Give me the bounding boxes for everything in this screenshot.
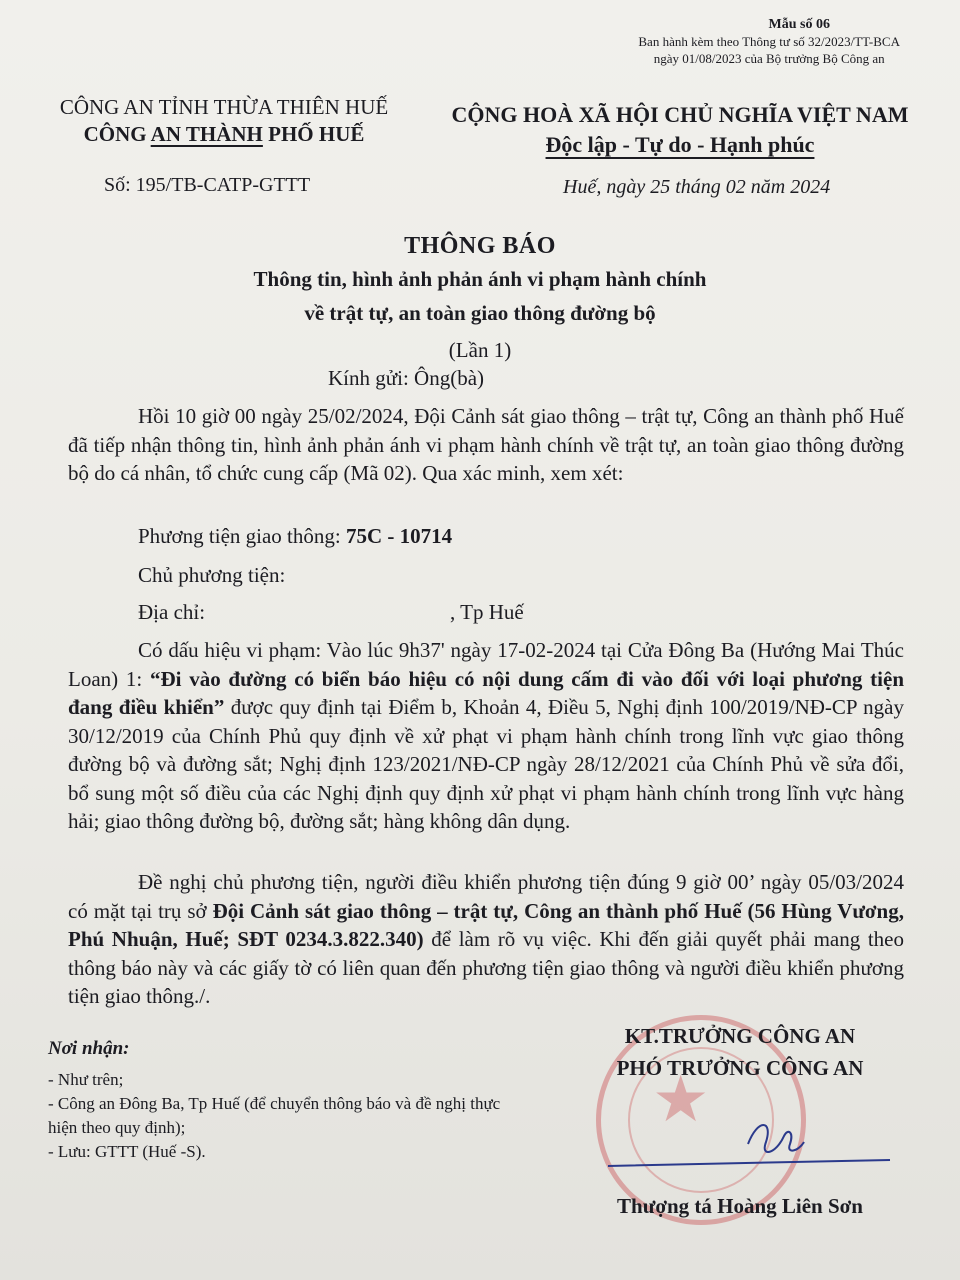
- recipient-item: - Lưu: GTTT (Huế -S).: [48, 1142, 206, 1161]
- intro-paragraph: Hồi 10 giờ 00 ngày 25/02/2024, Đội Cảnh sát giao thông – trật tự, Công an thành phố Huế đã tiếp nhận thông tin, hình ảnh phản ánh vi phạm hành chính về trật tự, an toàn giao thông đường bộ do cá nhân, tổ chức cung cấp (Mã 02). Qua xác minh, xem xét:: [68, 404, 904, 485]
- form-reference: [638, 16, 900, 67]
- recipient-item: - Công an Đông Ba, Tp Huế (để chuyển thông báo và đề nghị thực hiện theo quy định);: [48, 1094, 501, 1137]
- recipients-title: Nơi nhận:: [48, 1038, 130, 1059]
- vehicle-line: [138, 524, 452, 549]
- violation-quote: “Đi vào đường có biển báo hiệu có nội dung cấm đi vào đối với loại phương tiện đang điều khiển”: [68, 666, 904, 719]
- violation-lead: Có dấu hiệu vi phạm: Vào lúc 9h37' ngày 17-02-2024 tại Cửa Đông Ba (Hướng Mai Thúc Loan) 1:: [68, 638, 904, 691]
- signer-name: Thượng tá Hoàng Liên Sơn: [617, 1194, 863, 1218]
- nation-name: CỘNG HOÀ XÃ HỘI CHỦ NGHĨA VIỆT NAM: [451, 102, 909, 127]
- notice-attempt: (Lần 1): [448, 338, 512, 362]
- violation-rest: được quy định tại Điểm b, Khoản 4, Điều 5, Nghị định 100/2019/NĐ-CP ngày 30/12/2019 của Chính Phủ quy định về xử phạt vi phạm hành chính trong lĩnh vực giao thông đường bộ và đường sắt; Nghị định 123/2021/NĐ-CP ngày 28/12/2021 của Chính Phủ về sửa đổi, bổ sung một số điều của các Nghị định quy định xử phạt vi phạm hành chính trong lĩnh vực hàng hải; giao thông đường bộ, đường sắt; hàng không dân dụng.: [68, 695, 904, 833]
- agency-name: [44, 121, 404, 148]
- request-lead: Đề nghị chủ phương tiện, người điều khiển phương tiện đúng 9 giờ 00’ ngày 05/03/2024 có mặt tại trụ sở: [68, 870, 904, 923]
- violation-paragraph: [68, 636, 904, 836]
- recipient-item: - Như trên;: [48, 1070, 124, 1089]
- place-date: Huế, ngày 25 tháng 02 năm 2024: [563, 176, 831, 198]
- addressee: Kính gửi: Ông(bà): [328, 366, 485, 390]
- issuing-agency: [44, 94, 404, 148]
- agency-name-pre: CÔNG: [83, 122, 151, 146]
- agency-parent: CÔNG AN TỈNH THỪA THIÊN HUẾ: [59, 95, 389, 119]
- vehicle-plate: 75C - 10714: [345, 524, 453, 548]
- form-issued-with: Ban hành kèm theo Thông tư số 32/2023/TT-BCA: [638, 34, 900, 49]
- national-heading: [430, 100, 930, 160]
- motto-text: Độc lập - Tự do - Hạnh phúc: [545, 132, 815, 157]
- owner-label: Chủ phương tiện:: [138, 563, 286, 587]
- signature-block: [560, 1020, 920, 1084]
- request-bold: Đội Cảnh sát giao thông – trật tự, Công an thành phố Huế (56 Hùng Vương, Phú Nhuận, Huế; SĐT 0234.3.822.340): [68, 898, 904, 951]
- address-city: , Tp Huế: [450, 600, 524, 624]
- notice-title: THÔNG BÁO: [404, 233, 556, 259]
- nation-motto: [430, 130, 930, 160]
- form-issued-date: ngày 01/08/2023 của Bộ trưởng Bộ Công an: [653, 51, 885, 66]
- agency-name-underlined: AN THÀNH: [150, 122, 263, 146]
- notice-subtitle-line2: về trật tự, an toàn giao thông đường bộ: [304, 301, 656, 325]
- notice-title-block: [0, 230, 960, 367]
- seal-star-icon: ★: [652, 1064, 710, 1135]
- signature-title-line2: PHÓ TRƯỞNG CÔNG AN: [616, 1056, 864, 1080]
- agency-name-post: PHỐ HUẾ: [262, 122, 365, 146]
- owner-line: [138, 563, 285, 588]
- notice-subtitle-line1: Thông tin, hình ảnh phản ánh vi phạm hành chính: [253, 267, 707, 291]
- request-rest: để làm rõ vụ việc. Khi đến giải quyết phải mang theo thông báo này và các giấy tờ có liên quan đến phương tiện giao thông và người điều khiển phương tiện giao thông./.: [68, 927, 905, 1008]
- document-number: Số: 195/TB-CATP-GTTT: [104, 174, 311, 196]
- address-label: Địa chỉ:: [138, 600, 206, 624]
- address-line: [138, 600, 524, 625]
- signature-title-line1: KT.TRƯỞNG CÔNG AN: [624, 1024, 856, 1048]
- form-number: Mẫu số 06: [768, 17, 830, 32]
- handwritten-signature: [598, 1108, 898, 1178]
- vehicle-label: Phương tiện giao thông:: [138, 524, 346, 548]
- recipients-list: [48, 1068, 518, 1164]
- request-paragraph: [68, 868, 904, 1011]
